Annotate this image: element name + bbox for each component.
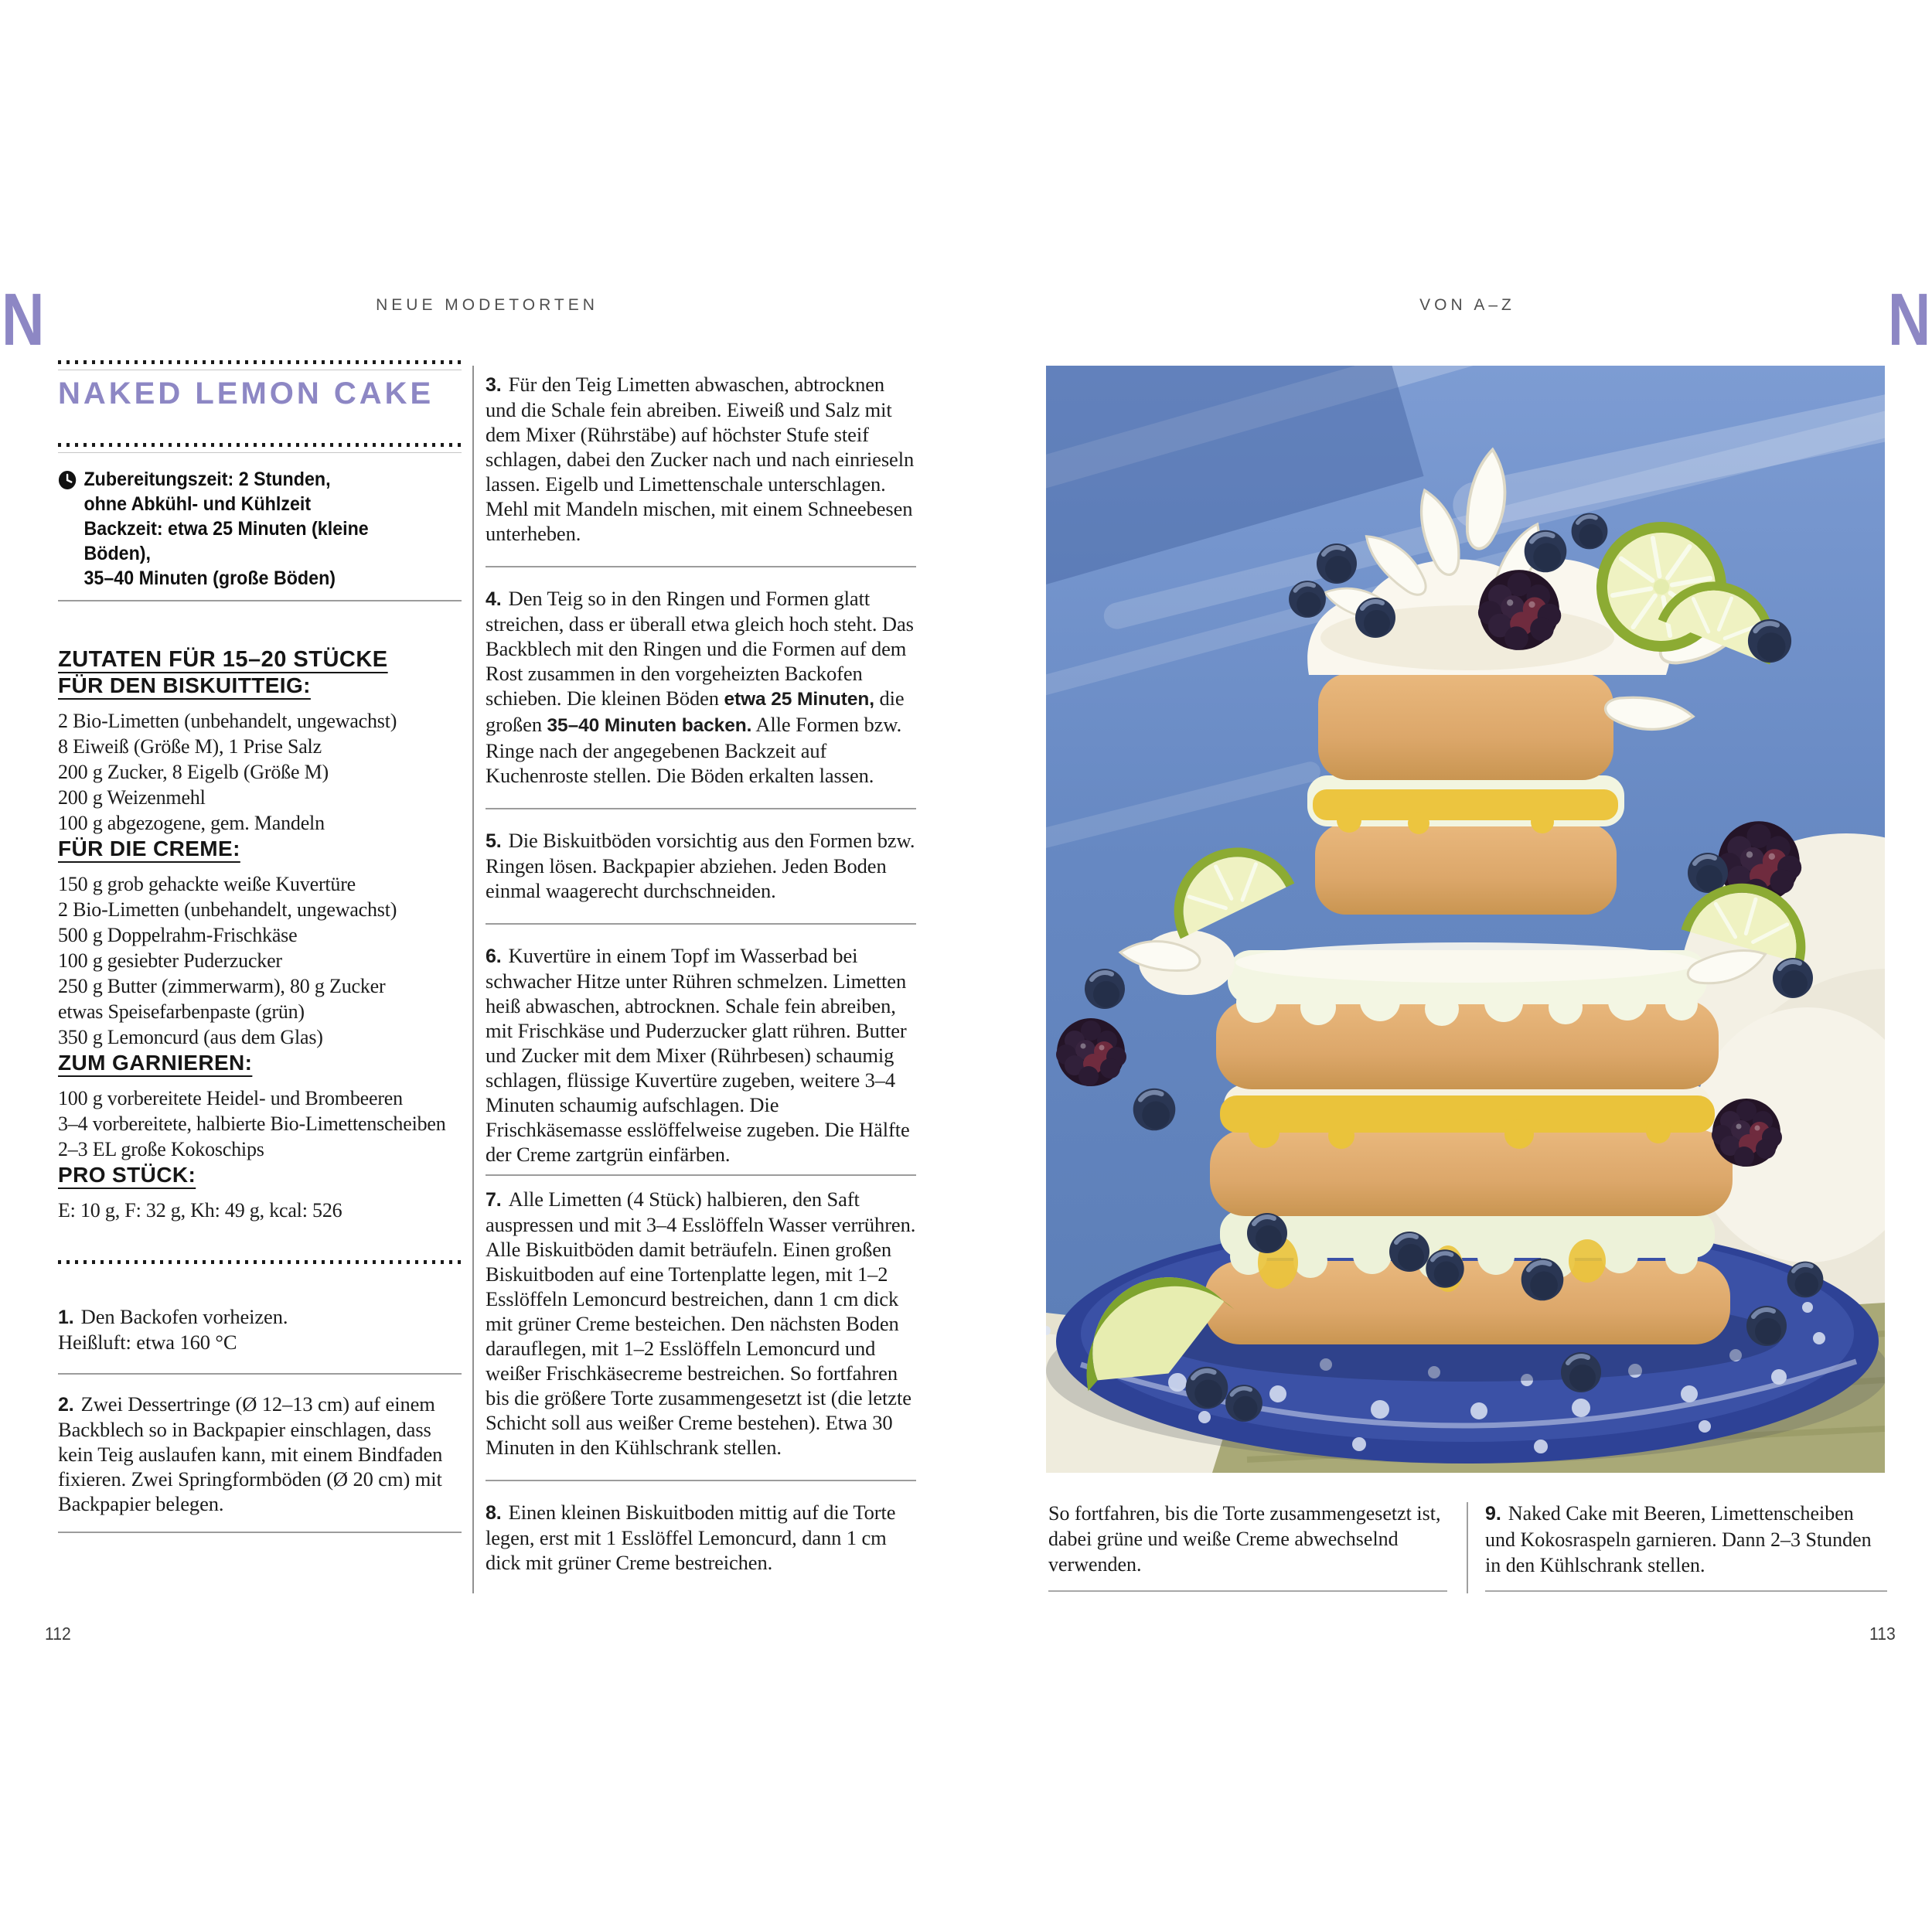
group-heading-biskuitteig: FÜR DEN BISKUITTEIG: <box>58 673 311 697</box>
ingredient: 2–3 EL große Kokoschips <box>58 1138 264 1160</box>
step-number: 3. <box>486 374 502 396</box>
step-number: 9. <box>1485 1503 1501 1525</box>
step-text-bold: etwa 25 Minuten, <box>724 689 874 710</box>
dotted-divider <box>58 360 462 370</box>
dotted-divider <box>58 1260 462 1264</box>
ingredient: 2 Bio-Limetten (unbehandelt, ungewachst) <box>58 898 397 921</box>
step-text: Alle Formen bzw. Ringe nach der angegebenen Backzeit auf Kuchenroste stellen. Die Böden erkalten lassen. <box>486 713 902 787</box>
ingredient: 100 g abgezogene, gem. Mandeln <box>58 812 325 834</box>
step-text: Den Backofen vorheizen. <box>80 1305 288 1328</box>
ingredient: 350 g Lemoncurd (aus dem Glas) <box>58 1026 323 1048</box>
page-number-left: 112 <box>45 1624 71 1644</box>
step-text: Zwei Dessertringe (Ø 12–13 cm) auf einem Backblech so in Backpapier einschlagen, dass kein Teig auslaufen kann, mit einem Bindfaden fixieren. Zwei Springformböden (Ø 20 cm) mit Backpapier belegen. <box>58 1392 443 1515</box>
ingredient: 100 g vorbereitete Heidel- und Brombeeren <box>58 1087 403 1109</box>
left-column <box>58 360 462 1533</box>
step-4 <box>486 586 916 788</box>
ingredient: 100 g gesiebter Puderzucker <box>58 949 282 972</box>
ingredient: 500 g Doppelrahm-Frischkäse <box>58 924 298 946</box>
rule <box>486 566 916 567</box>
rule <box>58 1532 462 1533</box>
step-text: Die Biskuitböden vorsichtig aus den Formen bzw. Ringen lösen. Backpapier abziehen. Jeden Boden einmal waagerecht durchschneiden. <box>486 829 915 902</box>
ingredients-heading: ZUTATEN FÜR 15–20 STÜCKE <box>58 647 388 672</box>
step-number: 2. <box>58 1394 74 1416</box>
page-number-right: 113 <box>1869 1624 1896 1644</box>
step-text: Den Teig so in den Ringen und Formen glatt streichen, dass er überall etwa gleich hoch steht. Das Backblech mit den Ringen und die Formen auf dem Rost zusammen in den vorgeheizten Backofen schieben. Die kleinen Böden <box>486 587 914 710</box>
nutrition-values: E: 10 g, F: 32 g, Kh: 49 g, kcal: 526 <box>58 1199 342 1222</box>
step-number: 5. <box>486 830 502 852</box>
rule <box>58 1373 462 1375</box>
clock-icon <box>58 470 77 496</box>
column-divider <box>472 366 474 1593</box>
step-3 <box>486 372 916 546</box>
rule <box>486 1480 916 1481</box>
rule <box>486 808 916 809</box>
time-line: ohne Abkühl- und Kühlzeit <box>83 493 312 515</box>
step-text: Alle Limetten (4 Stück) halbieren, den Saft auspressen und mit 3–4 Esslöffeln Wasser verrühren. Alle Biskuitböden damit beträufeln. Einen großen Biskuitboden auf eine Tortenplatte legen, mit 1–2 Esslöffeln Lemoncurd bestreichen, dann 1 cm dick mit grüner Creme besteichen. Den nächsten Boden darauflegen, mit 1–2 Esslöffeln Lemoncurd und weißer Frischkäsecreme bestreichen. So fortfahren bis die größere Torte zusammengesetzt ist (die letzte Schicht soll aus weißer Creme bestehen). Etwa 30 Minuten in den Kühlschrank stellen. <box>486 1187 916 1459</box>
cake-illustration <box>1046 366 1885 1473</box>
ingredient: 150 g grob gehackte weiße Kuvertüre <box>58 873 356 895</box>
rule <box>486 923 916 925</box>
page-letter-right: N <box>1887 278 1930 361</box>
group-heading-creme: FÜR DIE CREME: <box>58 837 240 860</box>
time-line: Backzeit: etwa 25 Minuten (kleine Böden), <box>83 518 369 564</box>
ingredient: 8 Eiweiß (Größe M), 1 Prise Salz <box>58 735 322 758</box>
step-7 <box>486 1187 916 1460</box>
ingredient: 200 g Zucker, 8 Eigelb (Größe M) <box>58 761 329 783</box>
ingredient-list <box>58 1085 462 1162</box>
dotted-divider <box>58 443 462 453</box>
caption-divider <box>1467 1502 1468 1593</box>
step-5 <box>486 828 916 903</box>
prep-time-block <box>58 467 433 591</box>
group-heading-pro-stueck: PRO STÜCK: <box>58 1163 196 1187</box>
step-1 <box>58 1304 462 1354</box>
rule <box>1048 1590 1447 1592</box>
ingredient-list <box>58 708 462 836</box>
ingredient: 250 g Butter (zimmerwarm), 80 g Zucker <box>58 975 386 997</box>
step-text-bold: 35–40 Minuten backen. <box>547 715 752 736</box>
step-number: 1. <box>58 1307 74 1328</box>
step-text: Einen kleinen Biskuitboden mittig auf die Torte legen, erst mit 1 Esslöffel Lemoncurd, dann 1 cm dick mit grüner Creme bestreichen. <box>486 1501 896 1574</box>
middle-column <box>486 372 916 1575</box>
ingredient-list <box>58 871 462 1050</box>
running-head-left: NEUE MODETORTEN <box>376 296 598 314</box>
nutrition-list <box>58 1198 462 1223</box>
time-line: 35–40 Minuten (große Böden) <box>83 567 336 589</box>
cake-photo <box>1046 366 1885 1473</box>
recipe-title: NAKED LEMON CAKE <box>58 377 434 411</box>
page-letter-left: N <box>2 278 45 361</box>
photo-caption-continuation: So fortfahren, bis die Torte zusammengesetzt ist, dabei grüne und weiße Creme abwechselnd verwenden. <box>1048 1502 1441 1576</box>
step-text: Für den Teig Limetten abwaschen, abtrocknen und die Schale fein abreiben. Eiweiß und Salz mit dem Mixer (Rührstäbe) auf höchster Stufe steif schlagen, dabei den Zucker nach und nach einrieseln lassen. Eigelb und Limettenschale unterschlagen. Mehl mit Mandeln mischen, mit einem Schneebesen unterheben. <box>486 373 915 545</box>
group-heading-garnieren: ZUM GARNIEREN: <box>58 1051 253 1075</box>
step-6 <box>486 943 916 1167</box>
rule <box>1485 1590 1887 1592</box>
running-head-right: VON A–Z <box>1419 296 1515 314</box>
step-text: Kuvertüre in einem Topf im Wasserbad bei schwacher Hitze unter Rühren schmelzen. Limetten heiß abwaschen, abtrocknen. Schale fein abreiben, mit Frischkäse und Puderzucker glatt rühren. Butter und Zucker mit dem Mixer (Rührbesen) schaumig schlagen, flüssige Kuvertüre zugeben, weitere 3–4 Minuten schaumig aufschlagen. Die Frischkäsemasse esslöffelweise zugeben. Die Hälfte der Creme zartgrün einfärben. <box>486 944 910 1166</box>
step-text: Naked Cake mit Beeren, Limettenscheiben und Kokosraspeln garnieren. Dann 2–3 Stunden in den Kühlschrank stellen. <box>1485 1502 1872 1576</box>
step-number: 7. <box>486 1189 502 1211</box>
ingredient: 200 g Weizenmehl <box>58 786 206 809</box>
rule <box>58 600 462 601</box>
ingredient: etwas Speisefarbenpaste (grün) <box>58 1000 305 1023</box>
rule <box>486 1174 916 1176</box>
step-number: 8. <box>486 1502 502 1524</box>
ingredient: 3–4 vorbereitete, halbierte Bio-Limettenscheiben <box>58 1113 446 1135</box>
step-text: Heißluft: etwa 160 °C <box>58 1331 237 1354</box>
step-9-caption <box>1485 1501 1889 1578</box>
step-2 <box>58 1392 462 1516</box>
step-text: die großen <box>486 687 905 736</box>
step-number: 6. <box>486 946 502 967</box>
step-8 <box>486 1500 916 1575</box>
ingredient: 2 Bio-Limetten (unbehandelt, ungewachst) <box>58 710 397 732</box>
step-number: 4. <box>486 588 502 610</box>
time-line: Zubereitungszeit: 2 Stunden, <box>83 469 331 490</box>
